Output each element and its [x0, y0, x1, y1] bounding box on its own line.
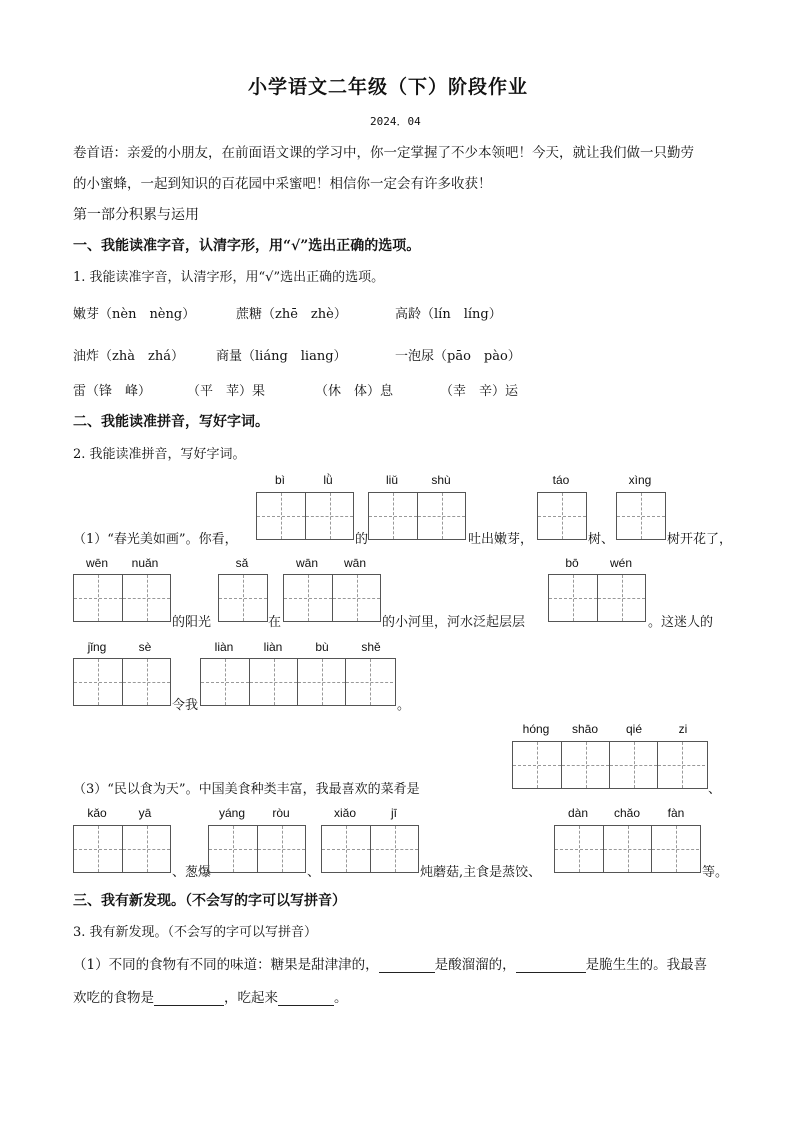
text-comma: 、: [708, 782, 722, 797]
choice-item: 高龄（lín líng）: [395, 307, 502, 322]
pinyin: sǎ: [235, 556, 249, 570]
pinyin: liàn: [263, 640, 283, 654]
answer-blank[interactable]: [379, 958, 435, 973]
choice-item: （幸 辛）运: [440, 384, 519, 399]
question-2: 2. 我能读准拼音，写好字词。: [73, 447, 246, 462]
answer-blank[interactable]: [516, 958, 586, 973]
text-river: 的小河里，河水泛起层层: [382, 615, 526, 630]
answer-blank[interactable]: [154, 991, 224, 1006]
pinyin: liàn: [214, 640, 234, 654]
preface-line-2: 的小蜜蜂，一起到知识的百花园中采蜜吧！相信你一定会有许多收获！: [73, 176, 492, 192]
pinyin: wén: [609, 556, 632, 570]
char-grid[interactable]: [512, 741, 708, 789]
pinyin: kǎo: [87, 806, 107, 820]
char-grid[interactable]: [218, 574, 268, 622]
pinyin: jǐng: [87, 640, 107, 654]
answer-blank[interactable]: [278, 991, 334, 1006]
text-dunmogu: 炖蘑菇,主食是蒸饺、: [420, 865, 542, 880]
pinyin: bì: [274, 473, 285, 487]
line-text: 是酸溜溜的，: [434, 957, 516, 973]
char-grid[interactable]: [208, 825, 306, 873]
char-grid[interactable]: [73, 658, 171, 706]
char-grid[interactable]: [256, 492, 354, 540]
pinyin: wēn: [85, 556, 108, 570]
text-shu2: 树开花了，: [667, 532, 733, 547]
line-text: 欢吃的食物是: [73, 990, 154, 1006]
item1-lead: （1）“春光美如画”。你看，: [73, 532, 238, 547]
choice-item: （平 苹）果: [187, 384, 266, 399]
pinyin: liǔ: [385, 473, 398, 487]
text-dun: 、: [307, 865, 321, 880]
text-yangguang: 的阳光: [172, 615, 212, 630]
choice-item: 嫩芽（nèn nèng）: [73, 307, 196, 322]
char-grid[interactable]: [73, 574, 171, 622]
text-de: 的: [355, 532, 369, 547]
preface-line-1: 卷首语：亲爱的小朋友，在前面语文课的学习中，你一定掌握了不少本领吧！今天，就让我们做一只勤劳: [73, 145, 694, 161]
pinyin: ròu: [272, 806, 290, 820]
line-text: ，吃起来: [224, 990, 278, 1006]
choice-item: 商量（liáng liang）: [216, 349, 347, 364]
char-grid[interactable]: [368, 492, 466, 540]
pinyin: zi: [678, 722, 688, 736]
char-grid[interactable]: [537, 492, 587, 540]
pinyin: shāo: [571, 722, 599, 736]
pinyin: wān: [295, 556, 318, 570]
part1-title: 第一部分积累与运用: [73, 207, 199, 223]
pinyin: yáng: [218, 806, 246, 820]
text-congbao: 、葱爆: [172, 865, 212, 880]
char-grid[interactable]: [548, 574, 646, 622]
date: 2024．04: [370, 115, 421, 128]
item3-lead: （3）“民以食为天”。中国美食种类丰富，我最喜欢的菜肴是: [73, 782, 420, 797]
text-deng: 等。: [702, 865, 729, 880]
pinyin: hóng: [522, 722, 550, 736]
char-grid[interactable]: [554, 825, 701, 873]
pinyin: qié: [625, 722, 642, 736]
pinyin: shě: [361, 640, 381, 654]
section3-heading: 三、我有新发现。（不会写的字可以写拼音）: [73, 893, 346, 909]
section1-heading: 一、我能读准字音，认清字形，用“√”选出正确的选项。: [73, 238, 421, 254]
question-1: 1. 我能读准字音，认清字形，用“√”选出正确的选项。: [73, 270, 385, 285]
item3-1-line2: [73, 986, 348, 1006]
pinyin: wān: [343, 556, 366, 570]
text-miren: 。这迷人的: [648, 615, 714, 630]
pinyin: bō: [565, 556, 579, 570]
char-grid[interactable]: [283, 574, 381, 622]
page-title: 小学语文二年级（下）阶段作业: [248, 76, 529, 98]
pinyin: lǜ: [323, 473, 333, 487]
choice-item: 一泡尿（pāo pào）: [395, 349, 521, 364]
question-3: 3. 我有新发现。（不会写的字可以写拼音）: [73, 925, 318, 940]
char-grid[interactable]: [616, 492, 666, 540]
pinyin: táo: [552, 473, 570, 487]
pinyin: jī: [391, 806, 397, 820]
text-shu: 树、: [588, 532, 615, 547]
text-lingwo: 令我: [172, 698, 199, 713]
char-grid[interactable]: [200, 658, 396, 706]
choice-item: （休 体）息: [315, 384, 394, 399]
char-grid[interactable]: [73, 825, 171, 873]
item3-1-line1: [73, 953, 707, 973]
pinyin: fàn: [667, 806, 685, 820]
text-period: 。: [397, 698, 411, 713]
pinyin: shù: [431, 473, 451, 487]
text-zai: 在: [268, 615, 282, 630]
choice-item: 油炸（zhà zhá）: [73, 349, 184, 364]
line-text: 。: [334, 990, 348, 1006]
choice-item: 蔗糖（zhē zhè）: [236, 307, 347, 322]
pinyin: nuǎn: [131, 556, 159, 570]
pinyin: sè: [138, 640, 152, 654]
line-text: （1）不同的食物有不同的味道：糖果是甜津津的，: [73, 957, 379, 973]
pinyin: chǎo: [613, 806, 641, 820]
section2-heading: 二、我能读准拼音，写好字词。: [73, 414, 269, 430]
pinyin: bù: [315, 640, 329, 654]
char-grid[interactable]: [321, 825, 419, 873]
pinyin: yā: [138, 806, 152, 820]
line-text: 是脆生生的。我最喜: [585, 957, 708, 973]
pinyin: dàn: [567, 806, 589, 820]
text-tu: 吐出嫩芽，: [468, 532, 534, 547]
choice-item: 雷（锋 峰）: [73, 384, 152, 399]
pinyin: xìng: [628, 473, 652, 487]
pinyin: xiǎo: [333, 806, 356, 820]
